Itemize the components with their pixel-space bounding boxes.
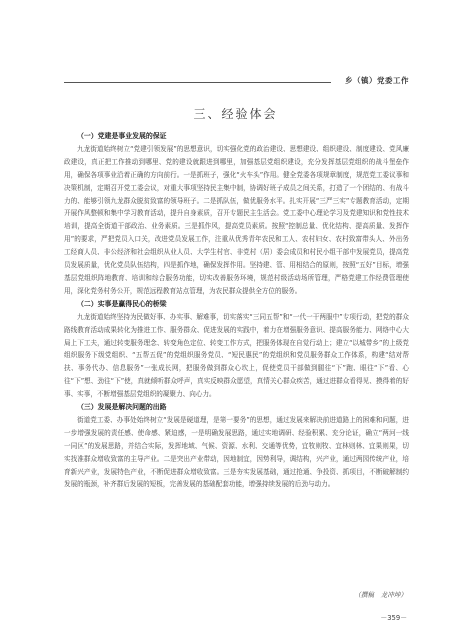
header-rule <box>64 82 331 83</box>
author-signature: （撰稿 龙冲坤） <box>354 591 407 599</box>
paragraph-1: 九龙街道始终树立“党建引领发展”的思想意识，切实强化党的政治建设、思想建设、组织建设、制度建设、党风廉政建设，真正把工作推动到哪里、党的建设就跟进到哪里，加强基层党组织建设，充分发挥基层党组织的战斗堡垒作用，确保各项事业沿着正确的方向前行。一是抓班子，强化“火车头”作用。健全党委各项规章制度，规范党工委议事和决策机制，定期召开党工委会议，对重大事项坚持民主集中制，协调好班子成员之间关系，打造了一个团结的、有战斗力的、能够引领九龙群众脱贫致富的领导班子。二是抓队伍，做优服务水平。扎实开展“三严三实”专题教育活动，定期开展作风整顿和集中学习教育活动，提升自身素质，召开专题民主生活会。党工委中心理论学习及党建知识和党性技术培训，提高全街道干部政治、业务素质。三是抓作风，提高党员素质。按照“控制总量、优化结构、提高质量、发挥作用”的要求，严把党员入口关，改进党员发展工作，注重从优秀青年农民和工人、农村妇女、农村致富带头人、外出务工经商人员、非公经济和社会组织从业人员、大学生村官、非党村（居）委会成员和村民小组干部中发展党员，提高党员发展质量，优化党员队伍结构，四是抓作地，确保发挥作用。坚持建、管、用相结合的原则，按照“五好”目标，增强基层党组织阵地教育、培训和综合服务功能，切实改善服务环境，规范村级活动场所管理，严格党建工作经费管理使用，深化党务村务公开，规范远程教育站点管理，为农民群众提供全方位的服务。 <box>64 144 409 295</box>
subsection-heading-3: （三）发展是解决问题的出路 <box>77 403 167 412</box>
subsection-heading-1: （一）党建是事业发展的保证 <box>77 132 167 140</box>
subsection-heading-2: （二）实事是赢得民心的桥梁 <box>77 299 167 308</box>
section-title: 三、经验体会 <box>193 107 278 121</box>
running-header <box>64 74 409 88</box>
paragraph-2: 九龙街道始终坚持为民做好事、办实事、解难事，切实落实“三同五帮”和“一代一干两服中”专项行动，把党的群众路线教育活动成果转化为推进工作、服务群众、促进发展的实践中，着力在增强服务意识、提高服务能力、网络中心大局上下工夫，通过转变服务理念、转变角色定位、转变工作方式，把服务体现在自觉行动上；建立“以城带乡”的上级党组织服务下级党组织、“五帮五促”的党组织服务党员、“短民惠民”的党组织和党员服务群众工作体系，构建“结对帮扶、事务代办、信息服务”一张成长网，把服务做到群众心坎上，促使党员干部做到腿往“下”跑、眼往“下”看、心往“下”想、劲往“下”使，真就倾听群众呼声，真实反映群众愿望，真情关心群众疾苦，通过进群众看得见、摸得着的好事、实事，不断增强基层党组织的凝聚力、向心力。 <box>64 312 409 399</box>
body-text <box>64 130 409 491</box>
running-title: 乡（镇）党委工作 <box>345 76 409 85</box>
page-number: －359－ <box>380 614 407 622</box>
paragraph-3: 街道党工委、办事处始终树立“发展是硬道理，是第一要务”的思想，通过发展来解决前进道路上的困难和问题，进一步增强发展的责任感、使命感、紧迫感，一是明确发展思路，通过实地调研、经验积累、充分论证，确立“两河一线一同区”的发展思路，并结合实际，发挥地域、气候、资源、水利、交通等优势，宜牧则牧、宜林则林、宜果则果，切实找准群众增收致富的主导产业。二是突出产业带动，因地制宜，因势利导，调结构，兴产业，通过两园传统产业，培育新兴产业，发展特色产业，不断促进群众增收致富。三是夯实发展基础，通过抢通、争投资、抓项目，不断破解制约发展的瓶颈，补齐群后发展的短板，完善发展的基础配套功能，增强持续发展的后劲与动力。 <box>64 415 409 489</box>
